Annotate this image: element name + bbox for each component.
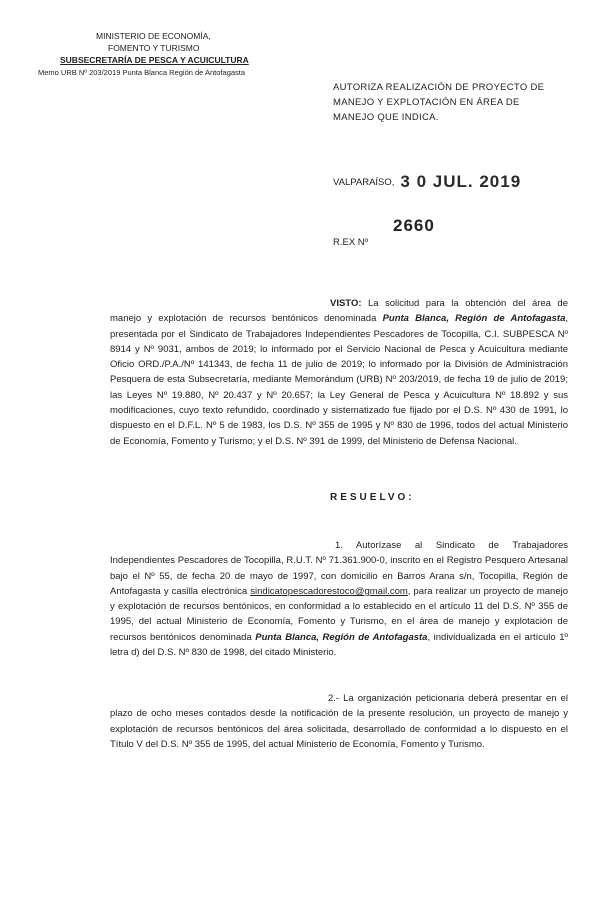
contact-email: sindicatopescadorestoco@gmail.com	[250, 585, 408, 597]
resuelvo-heading: RESUELVO:	[330, 492, 415, 503]
header-subsecretaria: SUBSECRETARÍA DE PESCA Y ACUICULTURA	[60, 55, 249, 65]
item-1-area-name: Punta Blanca, Región de Antofagasta	[255, 631, 428, 643]
resolution-label: R.EX Nº	[333, 237, 369, 248]
resolution-subject: AUTORIZA REALIZACIÓN DE PROYECTO DE MANEJO Y EXPLOTACIÓN EN ÁREA DE MANEJO QUE INDICA.	[333, 82, 545, 123]
resolution-number: 2660	[393, 216, 435, 235]
resolution-date	[333, 172, 521, 192]
header-ministry: MINISTERIO DE ECONOMÍA,	[96, 31, 211, 41]
header-memo-reference: Memo URB Nº 203/2019 Punta Blanca Región de Antofagasta	[38, 68, 246, 77]
item-1-paragraph: 1. Autorízase al Sindicato de Trabajadores Independientes Pescadores de Tocopilla, R.U.T. Nº 71.361.900-0, inscrito en el Registro Pesquero Artesanal bajo el Nº 55, de fecha 20 de mayo de 1997, con domicilio en Barros Arana s/n, Tocopilla, Región de Antofagasta y casilla electrónica sindicatopescadorestoco@gmail.com, para realizar un proyecto de manejo y explotación de recursos bentónicos, en conformidad a lo establecido en el artículo 11 del D.S. Nº 355 de 1995, del actual Ministerio de Economía, Fomento y Turismo, en el área de manejo y explotación de recursos bentónicos denominada Punta Blanca, Región de Antofagasta, individualizada en el artículo 1º letra d) del D.S. Nº 830 de 1998, del citado Ministerio.	[110, 540, 568, 659]
visto-area-name: Punta Blanca, Región de Antofagasta	[382, 313, 566, 325]
visto-label: VISTO:	[330, 298, 362, 309]
date-stamp: 3 0 JUL. 2019	[400, 172, 522, 191]
header-ministry-2: FOMENTO Y TURISMO	[108, 43, 200, 53]
visto-paragraph: VISTO: La solicitud para la obtención del área de manejo y explotación de recursos bentónicos denominada Punta Blanca, Región de Antofagasta, presentada por el Sindicato de Trabajadores Independientes Pescadores de Tocopilla, C.I. SUBPESCA Nº 8914 y Nº 9031, ambos de 2019; lo informado por el Servicio Nacional de Pesca y Acuicultura mediante Oficio ORD./P.A./Nº 141343, de fecha 11 de julio de 2019; lo informado por la División de Administración Pesquera de esta Subsecretaría, mediante Memorándum (URB) Nº 203/2019, de fecha 19 de julio de 2019; las Leyes Nº 19.880, Nº 20.437 y Nº 20.657; la Ley General de Pesca y Acuicultura Nº 18.892 y sus modificaciones, cuyo texto refundido, coordinado y sistematizado fue fijado por el D.S. Nº 430 de 1991, lo dispuesto en el D.F.L. Nº 5 de 1983, los D.S. Nº 355 de 1995 y Nº 830 de 1996, todos del actual Ministerio de Economía, Fomento y Turismo; y el D.S. Nº 391 de 1999, del Ministerio de Defensa Nacional.	[110, 298, 569, 447]
item-2-paragraph: 2.- La organización peticionaria deberá presentar en el plazo de ocho meses contados desde la notificación de la presente resolución, un proyecto de manejo y explotación de recursos bentónicos del área solicitada, desarrollado de conformidad a lo dispuesto en el Título V del D.S. Nº 355 de 1995, del actual Ministerio de Economía, Fomento y Turismo.	[110, 693, 568, 750]
date-city: VALPARAÍSO,	[333, 177, 395, 188]
